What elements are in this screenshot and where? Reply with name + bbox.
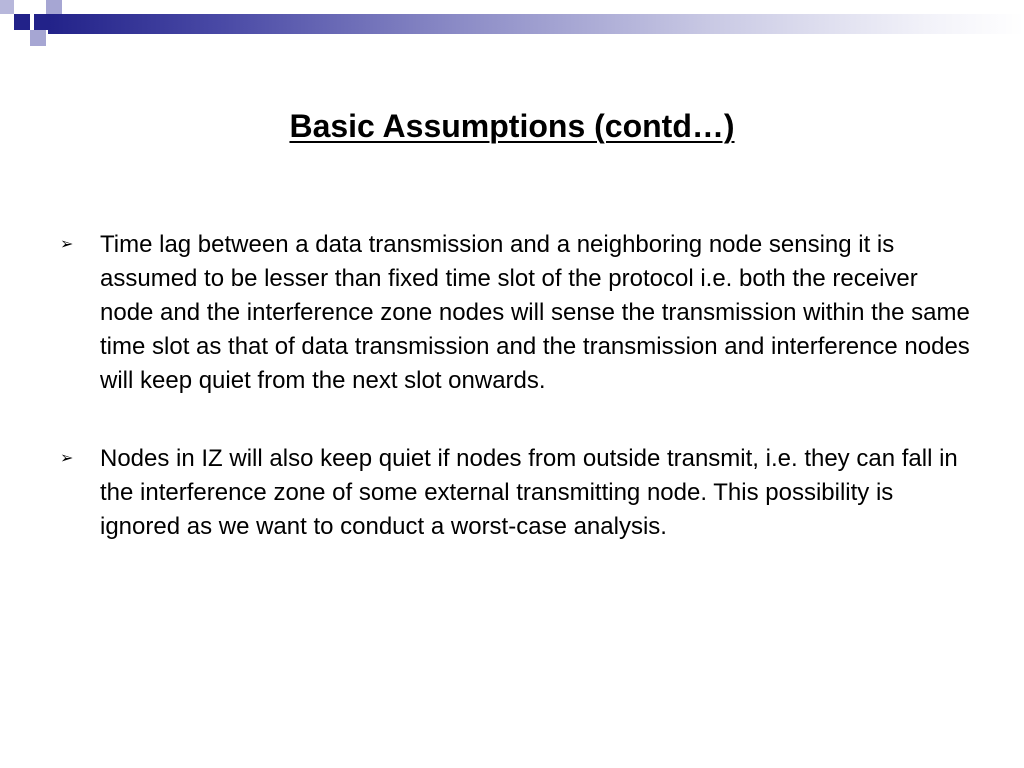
bullet-list [60,228,970,588]
decor-square [30,30,46,46]
decor-square [34,14,48,30]
arrowhead-bullet-icon: ➢ [60,450,74,467]
decor-square [0,30,14,44]
decor-square [46,0,62,14]
bullet-text: Time lag between a data transmission and a neighboring node sensing it is assumed to be lesser than fixed time slot of the protocol i.e. both the receiver node and the interference zone nodes will sense the transmission within the same time slot as that of data transmission and the transmission and interference nodes will keep quiet from the next slot onwards. [100,231,970,394]
decor-square [0,0,14,14]
bullet-item [60,442,970,544]
bullet-text: Nodes in IZ will also keep quiet if nodes from outside transmit, i.e. they can fall in the interference zone of some external transmitting node. This possibility is ignored as we want to conduct a worst-case analysis. [100,445,958,540]
decor-square [30,0,44,14]
decor-square [14,14,30,30]
slide-title: Basic Assumptions (contd…) [289,108,735,144]
arrowhead-bullet-icon: ➢ [60,236,74,253]
header-gradient-bar [48,14,1024,34]
bullet-item [60,228,970,398]
